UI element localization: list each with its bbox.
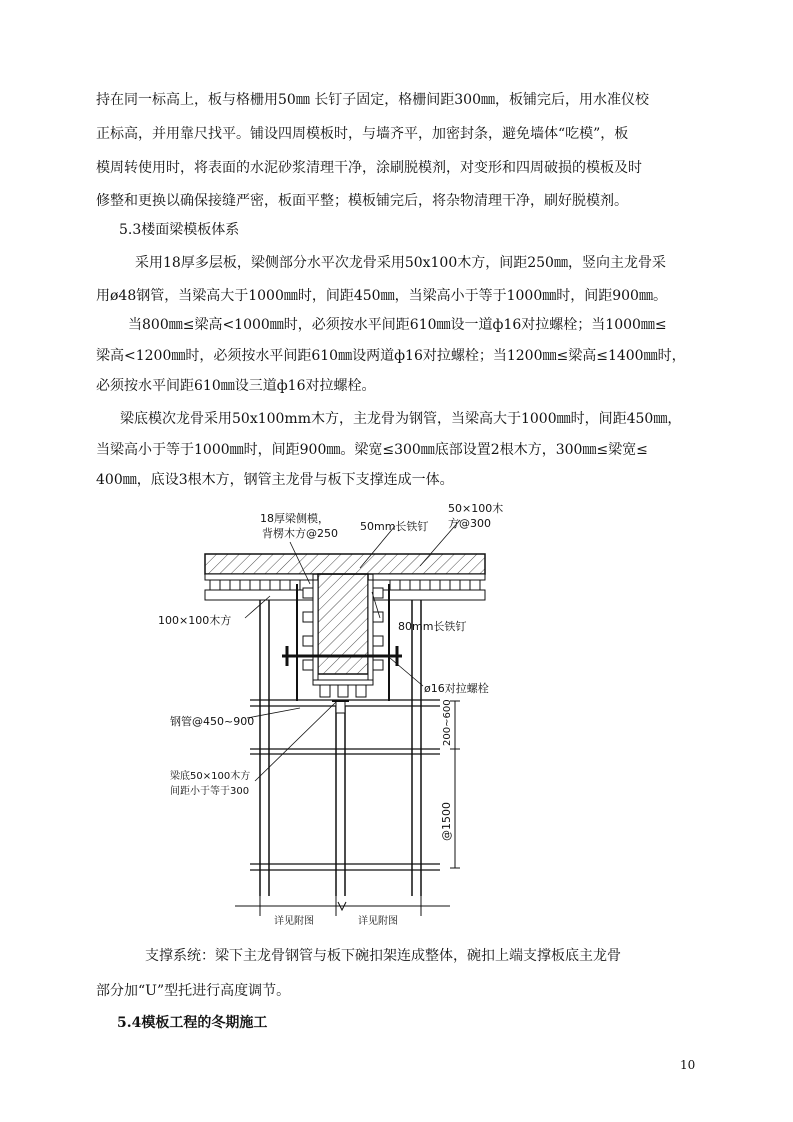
paragraph-line: 梁底模次龙骨采用50x100mm木方，主龙骨为钢管，当梁高大于1000㎜时，间距450㎜， bbox=[120, 411, 682, 427]
slab-timber-row-left bbox=[210, 580, 300, 590]
paragraph-line: 梁高<1200㎜时，必须按水平间距610㎜设两道ф16对拉螺栓；当1200㎜≤梁高≤1400㎜时， bbox=[96, 348, 686, 364]
beam-side-form-left bbox=[313, 580, 318, 680]
timber-100x100-left bbox=[205, 590, 315, 600]
paragraph-line: 修整和更换以确保接缝严密，板面平整；模板铺完后，将杂物清理干净，刷好脱模剂。 bbox=[96, 193, 628, 209]
label-see-drawing: 详见附图 bbox=[274, 916, 314, 927]
paragraph-line: 支撑系统：梁下主龙骨钢管与板下碗扣架连成整体，碗扣上端支撑板底主龙骨 bbox=[145, 948, 621, 964]
label-bottom-timber: 梁底50×100木方 bbox=[170, 771, 251, 782]
dimension-label: 200~600 bbox=[442, 699, 453, 746]
paragraph-line: 模周转使用时，将表面的水泥砂浆清理干净，涂刷脱模剂，对变形和四周破损的模板及时 bbox=[96, 160, 642, 176]
paragraph-line: 当800㎜≤梁高<1000㎜时，必须按水平间距610㎜设一道ф16对拉螺栓；当1000㎜≤ bbox=[128, 317, 667, 333]
concrete-beam bbox=[318, 574, 368, 674]
slab-formwork-board bbox=[373, 574, 485, 580]
paragraph-line: 部分加“U”型托进行高度调节。 bbox=[96, 983, 291, 999]
paragraph-line: 正标高，并用靠尺找平。铺设四周模板时，与墙齐平，加密封条，避免墙体“吃模”，板 bbox=[96, 126, 629, 142]
slab-formwork-board bbox=[205, 574, 313, 580]
dimension-label: @1500 bbox=[440, 802, 453, 841]
page-number: 10 bbox=[680, 1058, 696, 1072]
concrete-slab bbox=[205, 554, 485, 574]
label-nail-80: 80mm长铁钉 bbox=[398, 620, 467, 633]
beam-bottom-timbers bbox=[320, 685, 366, 697]
label-timber: 方@300 bbox=[448, 517, 491, 530]
label-see-drawing: 详见附图 bbox=[358, 916, 398, 927]
paragraph-line: 持在同一标高上，板与格栅用50㎜ 长钉子固定，格栅间距300㎜，板铺完后，用水准仪校 bbox=[96, 92, 649, 108]
label-side-form: 18厚梁侧模， bbox=[260, 512, 329, 525]
slab-timber-row-right bbox=[390, 580, 480, 590]
paragraph-line: 用ø48钢管，当梁高大于1000㎜时，间距450㎜，当梁高小于等于1000㎜时，间距900㎜。 bbox=[96, 288, 667, 304]
paragraph-line: 采用18厚多层板，梁侧部分水平次龙骨采用50x100木方，间距250㎜，竖向主龙骨采 bbox=[135, 255, 666, 271]
paragraph-line: 400㎜，底设3根木方，钢管主龙骨与板下支撑连成一体。 bbox=[96, 472, 454, 488]
u-jack bbox=[336, 701, 345, 713]
label-timber: 50×100木 bbox=[448, 502, 504, 515]
label-nail-50: 50mm长铁钉 bbox=[360, 520, 429, 533]
label-bolt: ø16对拉螺栓 bbox=[424, 682, 489, 695]
beam-side-form-right bbox=[368, 580, 373, 680]
label-side-form: 背楞木方@250 bbox=[262, 527, 338, 540]
timber-100x100-right bbox=[370, 590, 485, 600]
section-heading-5-3: 5.3楼面梁模板体系 bbox=[119, 222, 240, 238]
paragraph-line: 必须按水平间距610㎜设三道ф16对拉螺栓。 bbox=[96, 378, 376, 394]
beam-formwork-diagram bbox=[150, 496, 510, 936]
beam-bottom-board bbox=[313, 680, 373, 685]
label-timber-100: 100×100木方 bbox=[158, 614, 232, 627]
paragraph-line: 当梁高小于等于1000㎜时，间距900㎜。梁宽≤300㎜底部设置2根木方，300㎜≤梁宽≤ bbox=[96, 442, 648, 458]
label-bottom-timber: 间距小于等于300 bbox=[170, 786, 250, 797]
section-heading-5-4: 5.4模板工程的冬期施工 bbox=[117, 1015, 268, 1031]
label-pipe: 钢管@450~900 bbox=[170, 715, 255, 728]
